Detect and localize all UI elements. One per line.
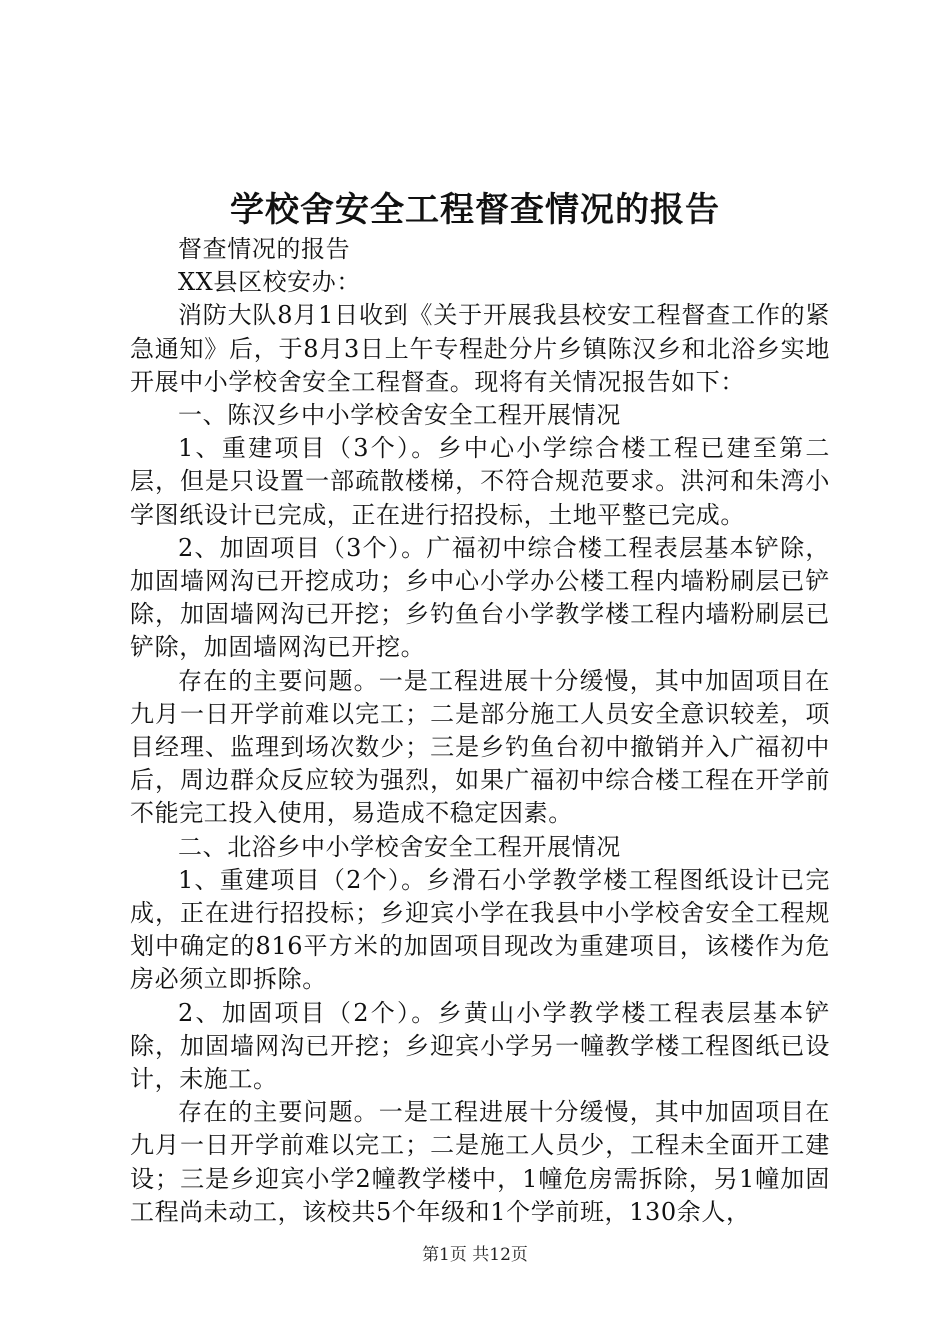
paragraph-addressee: XX县区校安办： [178, 268, 361, 297]
paragraph-chenhan-reinforce: 2、加固项目（3个）。广福初中综合楼工程表层基本铲除，加固墙网沟已开挖成功；乡中心小学办公楼工程内墙粉刷层已铲除，加固墙网沟已开挖；乡钓鱼台小学教学楼工程内墙粉刷层已铲除，加固墙网沟已开挖。 [130, 533, 830, 662]
section-heading-beiyu: 二、北浴乡中小学校舍安全工程开展情况 [178, 832, 621, 861]
paragraph-beiyu-reinforce: 2、加固项目（2个）。乡黄山小学教学楼工程表层基本铲除，加固墙网沟已开挖；乡迎宾小学另一幢教学楼工程图纸已设计，未施工。 [130, 998, 830, 1094]
paragraph-chenhan-problems: 存在的主要问题。一是工程进展十分缓慢，其中加固项目在九月一日开学前难以完工；二是部分施工人员安全意识较差，项目经理、监理到场次数少；三是乡钓鱼台初中撤销并入广福初中后，周边群众反应较为强烈，如果广福初中综合楼工程在开学前不能完工投入使用，易造成不稳定因素。 [130, 666, 830, 828]
document-body [130, 233, 830, 1229]
section-heading-chenhan: 一、陈汉乡中小学校舍安全工程开展情况 [178, 401, 621, 430]
paragraph-beiyu-rebuild: 1、重建项目（2个）。乡滑石小学教学楼工程图纸设计已完成，正在进行招投标；乡迎宾小学在我县中小学校舍安全工程规划中确定的816平方米的加固项目现改为重建项目，该楼作为危房必须立即拆除。 [130, 865, 830, 994]
paragraph-intro: 消防大队8月1日收到《关于开展我县校安工程督查工作的紧急通知》后，于8月3日上午专程赴分片乡镇陈汉乡和北浴乡实地开展中小学校舍安全工程督查。现将有关情况报告如下： [130, 301, 830, 396]
paragraph-beiyu-problems: 存在的主要问题。一是工程进展十分缓慢，其中加固项目在九月一日开学前难以完工；二是施工人员少，工程未全面开工建设；三是乡迎宾小学2幢教学楼中，1幢危房需拆除，另1幢加固工程尚未动工，该校共5个年级和1个学前班，130余人， [130, 1098, 830, 1226]
paragraph-subtitle: 督查情况的报告 [178, 235, 351, 263]
document-title: 学校舍安全工程督查情况的报告 [230, 190, 720, 230]
paragraph-chenhan-rebuild: 1、重建项目（3个）。乡中心小学综合楼工程已建至第二层，但是只设置一部疏散楼梯，不符合规范要求。洪河和朱湾小学图纸设计已完成，正在进行招投标，土地平整已完成。 [130, 434, 830, 529]
page-number-footer: 第1页 共12页 [422, 1245, 528, 1265]
